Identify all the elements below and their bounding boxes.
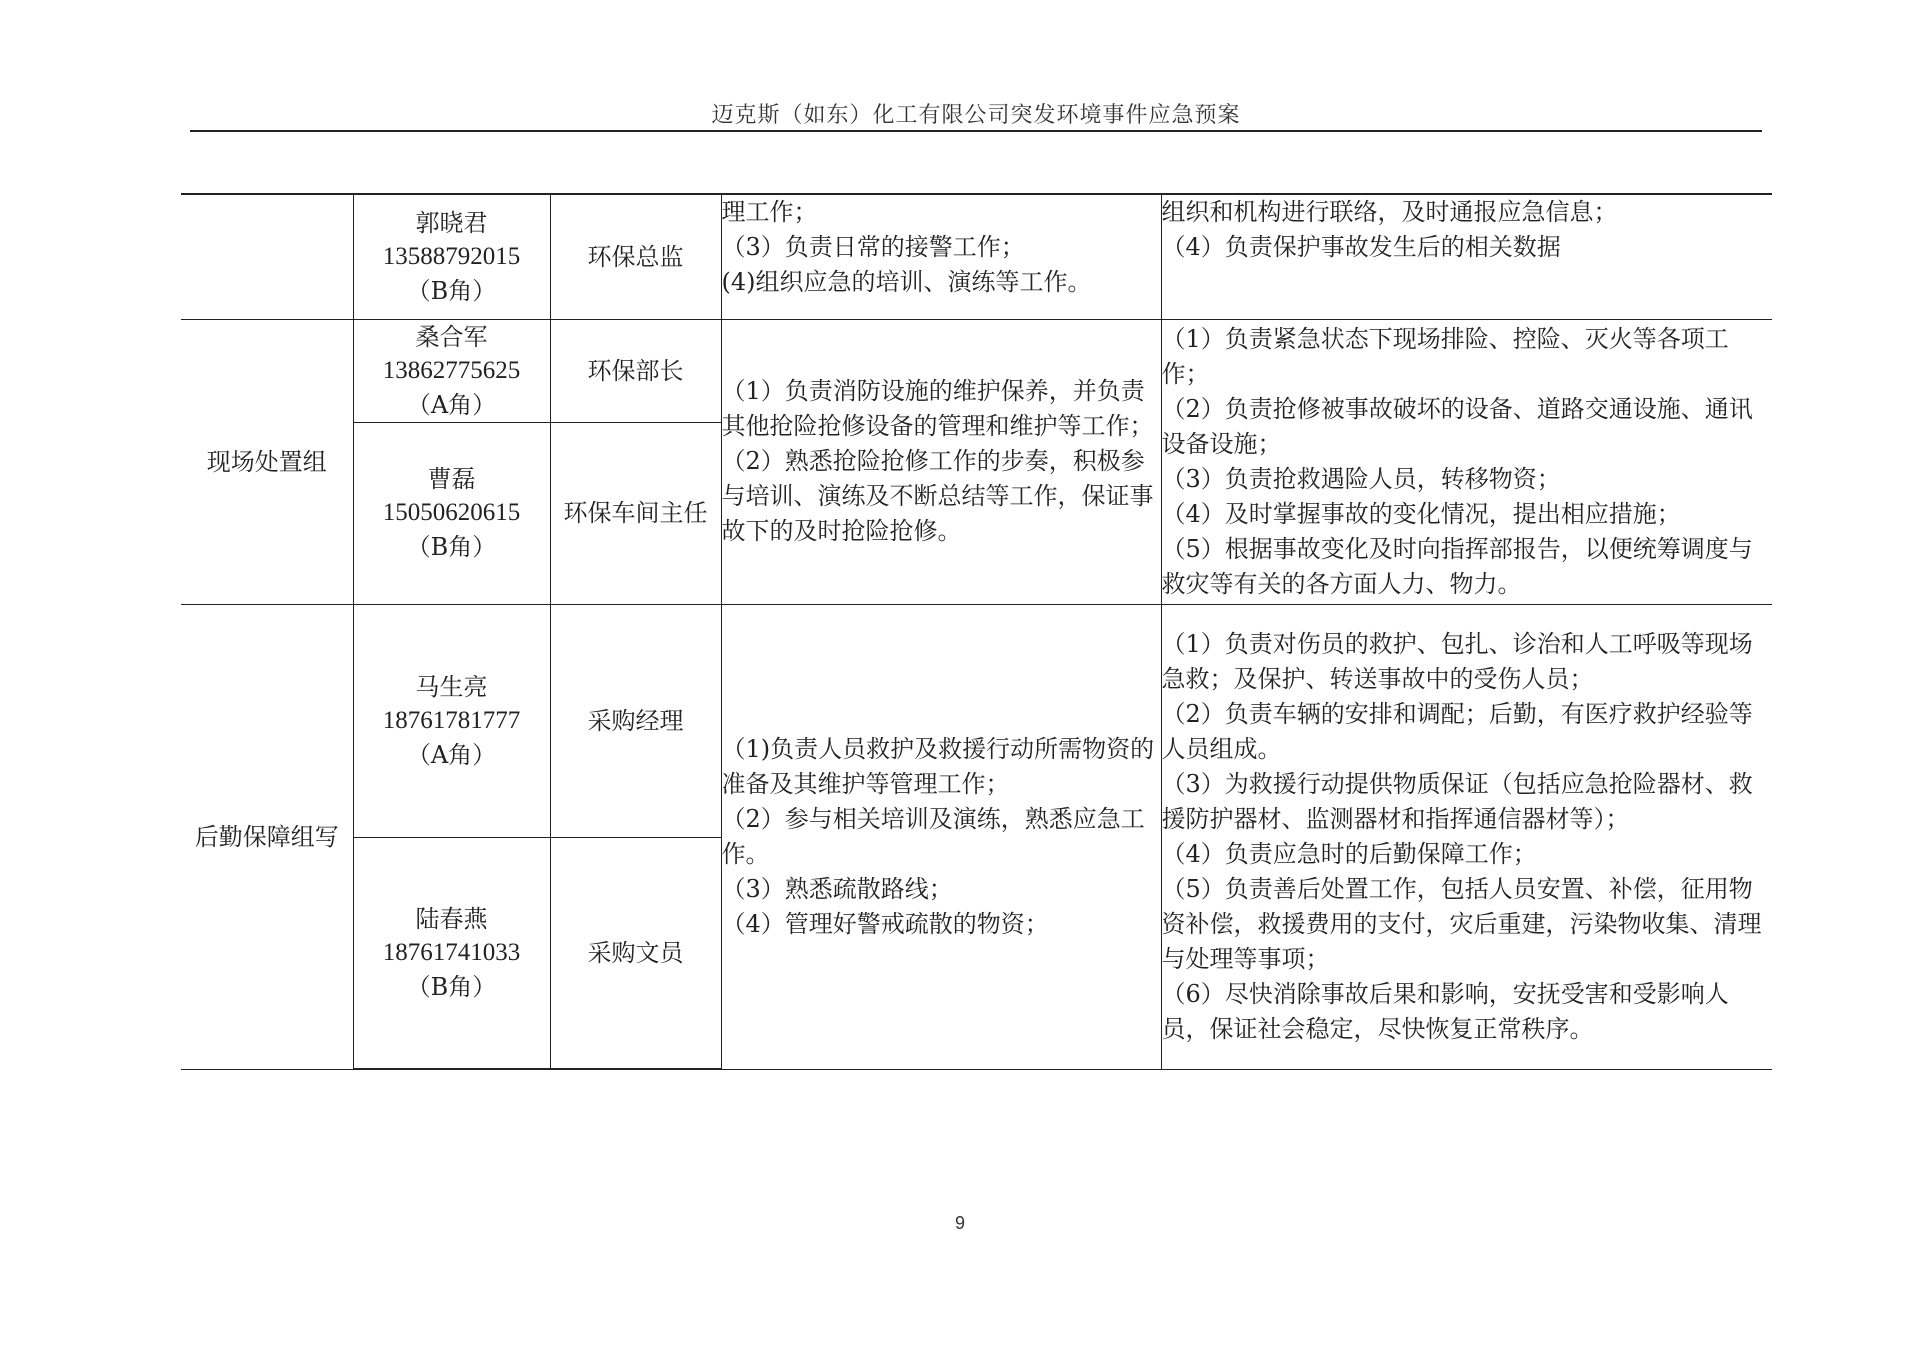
member-phone: 18761741033 <box>382 938 521 966</box>
duty-item: （2）熟悉抢险抢修工作的步奏，积极参与培训、演练及不断总结等工作，保证事故下的及时抢险抢修。 <box>721 447 1154 545</box>
group-cell: 后勤保障组写 <box>181 604 353 1069</box>
table-row <box>181 319 1772 422</box>
duties-cell <box>721 604 1161 1069</box>
duty-item: 理工作； <box>721 198 818 226</box>
duties-cell <box>721 194 1161 319</box>
member-name: 郭晓君 <box>415 208 488 237</box>
table-row <box>181 194 1772 319</box>
member-position: 环保车间主任 <box>550 422 721 604</box>
member-cell <box>353 319 550 422</box>
responsibility-item: （1）负责紧急状态下现场排险、控险、灭火等各项工作； <box>1161 324 1729 388</box>
member-role: （A角） <box>406 740 497 769</box>
member-role: （B角） <box>406 972 497 1001</box>
responsibility-item: （3）为救援行动提供物质保证（包括应急抢险器材、救援防护器材、监测器材和指挥通信器材等）； <box>1161 769 1753 833</box>
table-row <box>181 604 1772 837</box>
member-name: 桑合军 <box>415 322 488 351</box>
responsibility-item: （5）根据事故变化及时向指挥部报告，以便统筹调度与救灾等有关的各方面人力、物力。 <box>1161 534 1753 598</box>
member-phone: 15050620615 <box>382 499 521 526</box>
member-position: 采购经理 <box>550 604 721 837</box>
responsibility-item: （4）及时掌握事故的变化情况，提出相应措施； <box>1161 499 1681 528</box>
responsibility-item: （2）负责抢修被事故破坏的设备、道路交通设施、通讯设备设施； <box>1161 394 1753 458</box>
duty-item: （1）负责消防设施的维护保养，并负责其他抢险抢修设备的管理和维护等工作； <box>721 377 1154 440</box>
document-header-title: 迈克斯（如东）化工有限公司突发环境事件应急预案 <box>711 103 1241 128</box>
member-name: 曹磊 <box>427 465 476 493</box>
duty-item: （3）熟悉疏散路线； <box>721 874 953 903</box>
group-cell: 现场处置组 <box>181 319 353 604</box>
responsibility-item: （6）尽快消除事故后果和影响，安抚受害和受影响人员，保证社会稳定，尽快恢复正常秩序。 <box>1161 979 1729 1043</box>
member-cell <box>353 604 550 837</box>
member-phone: 13588792015 <box>382 242 521 270</box>
member-name: 陆春燕 <box>415 904 488 933</box>
page-number: 9 <box>954 1213 965 1233</box>
member-position: 环保总监 <box>550 194 721 319</box>
member-role: （B角） <box>406 276 497 305</box>
member-phone: 13862775625 <box>382 356 521 384</box>
member-role: （B角） <box>406 533 497 561</box>
emergency-roles-table <box>181 193 1772 1070</box>
responsibilities-cell <box>1161 319 1772 604</box>
responsibility-item: 组织和机构进行联络，及时通报应急信息； <box>1161 198 1618 226</box>
responsibilities-cell <box>1161 194 1772 319</box>
member-cell <box>353 194 550 319</box>
header-divider <box>190 130 1762 132</box>
responsibilities-cell <box>1161 604 1772 1069</box>
duty-item: （3）负责日常的接警工作； <box>721 233 1025 261</box>
duties-cell <box>721 319 1161 604</box>
member-position: 采购文员 <box>550 837 721 1069</box>
member-role: （A角） <box>406 390 497 419</box>
member-cell <box>353 837 550 1069</box>
responsibility-item: （4）负责保护事故发生后的相关数据 <box>1161 233 1561 261</box>
member-cell <box>353 422 550 604</box>
responsibility-item: （2）负责车辆的安排和调配；后勤，有医疗救护经验等人员组成。 <box>1161 699 1753 763</box>
duty-item: (4)组织应急的培训、演练等工作。 <box>721 268 1092 296</box>
duty-item: （1)负责人员救护及救援行动所需物资的准备及其维护等管理工作； <box>721 734 1155 798</box>
member-phone: 18761781777 <box>382 706 521 734</box>
responsibility-item: （5）负责善后处置工作，包括人员安置、补偿，征用物资补偿，救援费用的支付，灾后重建，污染物收集、清理与处理等事项； <box>1161 874 1762 973</box>
member-name: 马生亮 <box>415 672 488 701</box>
responsibility-item: （4）负责应急时的后勤保障工作； <box>1161 839 1537 868</box>
member-position: 环保部长 <box>550 319 721 422</box>
responsibility-item: （1）负责对伤员的救护、包扎、诊治和人工呼吸等现场急救；及保护、转送事故中的受伤人员； <box>1161 629 1753 693</box>
duty-item: （4）管理好警戒疏散的物资； <box>721 909 1049 938</box>
responsibility-item: （3）负责抢救遇险人员，转移物资； <box>1161 464 1561 493</box>
group-cell <box>181 194 353 319</box>
duty-item: （2）参与相关培训及演练，熟悉应急工作。 <box>721 804 1145 868</box>
